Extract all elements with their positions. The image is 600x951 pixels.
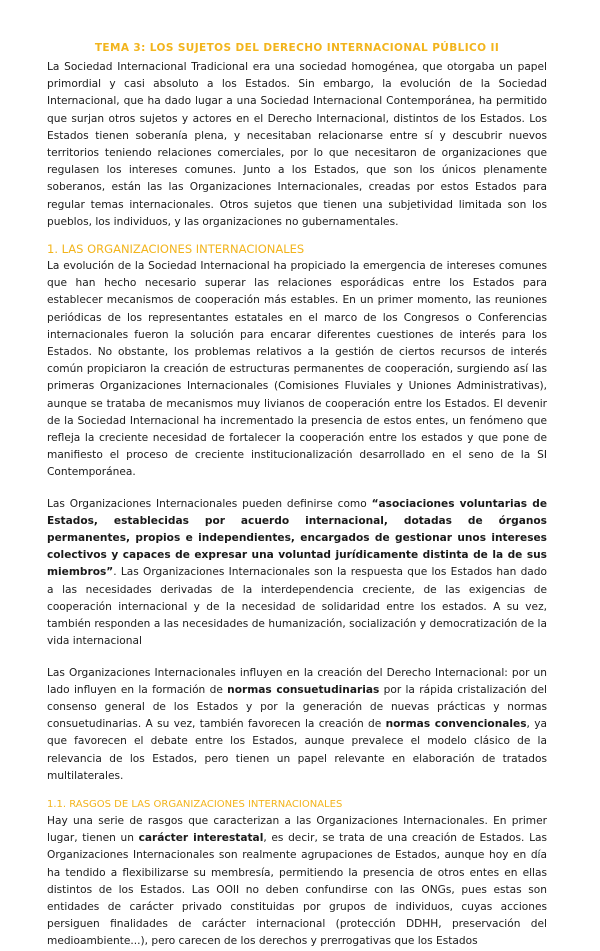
s11-text-a: Hay una serie de rasgos que caracterizan a las Organizaciones Internacionales. En primer lugar, tienen un <box>47 814 547 845</box>
p3-text-a: Las Organizaciones Internacionales influyen en la creación del Derecho Internacional: por un lado influyen en la formación de <box>47 666 547 696</box>
section1-paragraph-3 <box>47 665 547 785</box>
p2-text-before: Las Organizaciones Internacionales pueden definirse como <box>47 497 372 510</box>
p3-text-c: por la rápida cristalización del consenso general de los Estados y por la generación de nuevas prácticas y normas consuetudinarias. A su vez, también favorecen la creación de <box>47 683 547 731</box>
section-heading-organizaciones: 1. LAS ORGANIZACIONES INTERNACIONALES <box>47 242 305 257</box>
definition-quote: “asociaciones voluntarias de Estados, establecidas por acuerdo internacional, dotadas de órganos permanentes, propios e independientes, encargados de gestionar unos intereses colectivos y capaces de expresar una voluntad jurídicamente distinta de la de sus miembros” <box>47 497 548 579</box>
caracter-interestatal: carácter interestatal <box>138 832 264 845</box>
normas-convencionales: normas convencionales <box>385 718 527 731</box>
s11-text-c: , es decir, se trata de una creación de Estados. Las Organizaciones Internacionales son realmente agrupaciones de Estados, aunque hoy en día ha tendido a flexibilizarse su membresía, permitiendo la presencia de otros entes en ellas distintos de los Estados. Las OOII no deben confundirse con las ONGs, pues estas son entidades de carácter privado constituidas por grupos de individuos, cuyas acciones persiguen finalidades de carácter internacional (protección DDHH, preservación del medioambiente...), pero carecen de los derechos y prerrogativas que los Estados <box>47 832 548 948</box>
subsection-heading-rasgos: 1.1. RASGOS DE LAS ORGANIZACIONES INTERNACIONALES <box>47 798 343 810</box>
page-title: TEMA 3: LOS SUJETOS DEL DERECHO INTERNACIONAL PÚBLICO II <box>94 42 500 54</box>
section11-paragraph-1 <box>47 813 547 951</box>
p3-text-e: , ya que favorecen el debate entre los Estados, aunque prevalece el modelo clásico de la relevancia de los Estados, pero tienen un papel relevante en elaboración de tratados multilaterales. <box>47 718 548 782</box>
intro-paragraph: La Sociedad Internacional Tradicional era una sociedad homogénea, que otorgaba un papel primordial y casi absoluto a los Estados. Sin embargo, la evolución de la Sociedad Internacional, que ha dado lugar a una Sociedad Internacional Contemporánea, ha permitido que surjan otros sujetos y actores en el Derecho Internacional, distintos de los Estados. Los Estados tienen soberanía plena, y necesitaban relacionarse entre sí y descubrir nuevos territorios teniendo relaciones comerciales, por lo que necesitaron de organizaciones que regulasen los intereses comunes. Junto a los Estados, que son los únicos plenamente soberanos, están las las Organizaciones Internacionales, creadas por estos Estados para regular temas internacionales. Otros sujetos que tienen una subjetividad limitada son los pueblos, los individuos, y las organizaciones no gubernamentales. <box>47 61 547 228</box>
section1-paragraph-2 <box>47 496 547 651</box>
section1-paragraph-1: La evolución de la Sociedad Internacional ha propiciado la emergencia de intereses comunes que han hecho necesario superar las relaciones esporádicas entre los Estados para establecer mecanismos de cooperación más estables. En un primer momento, las reuniones periódicas de los representantes estatales en el marco de los Congresos o Conferencias internacionales fueron la solución para encarar diferentes cuestiones de interés para los Estados. No obstante, los problemas relativos a la gestión de ciertos recursos de interés común propiciaron la creación de estructuras permanentes de cooperación, surgiendo así las primeras Organizaciones Internacionales (Comisiones Fluviales y Uniones Administrativas), aunque se trataba de mecanismos muy livianos de cooperación entre los Estados. El devenir de la Sociedad Internacional ha incrementado la presencia de estos entes, un fenómeno que refleja la creciente necesidad de fortalecer la cooperación entre los estados y que pone de manifiesto el proceso de creciente institucionalización desarrollado en el seno de la SI Contemporánea. <box>47 260 547 479</box>
p2-text-after: . Las Organizaciones Internacionales son la respuesta que los Estados han dado a las necesidades derivadas de la interdependencia creciente, de las exigencias de cooperación internacional y de la necesidad de solidaridad entre los estados. A su vez, también responden a las necesidades de humanización, socialización y democratización de la vida internacional <box>47 566 547 648</box>
normas-consuetudinarias: normas consuetudinarias <box>227 683 380 696</box>
